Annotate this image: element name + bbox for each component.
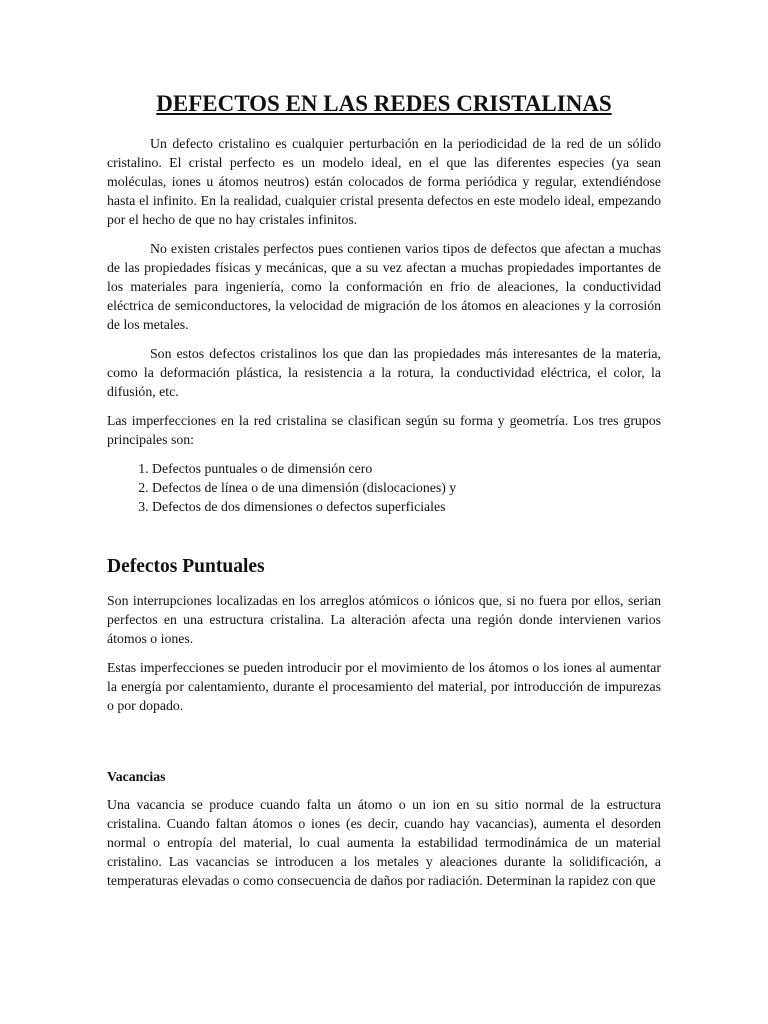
page-title: DEFECTOS EN LAS REDES CRISTALINAS	[156, 91, 612, 116]
list-item: 1. Defectos puntuales o de dimensión cero	[152, 459, 661, 478]
classification-paragraph: Las imperfecciones en la red cristalina se clasifican según su forma y geometría. Los tres grupos principales son:	[107, 412, 661, 447]
list-item: 2. Defectos de línea o de una dimensión (dislocaciones) y	[152, 478, 661, 497]
subsection-paragraph: Una vacancia se produce cuando falta un átomo o un ion en su sitio normal de la estructura cristalina. Cuando faltan átomos o iones (es decir, cuando hay vacancias), aumenta el desorden normal o entropía del material, lo cual aumenta la estabilidad termodinámica de un material cristalino. Las vacancias se introducen a los metales y aleaciones durante la solidificación, a temperaturas elevadas o como consecuencia de daños por radiación. Determinan la rapidez con que	[107, 796, 661, 888]
defect-groups-list	[107, 459, 661, 516]
subsection-heading: Vacancias	[107, 768, 166, 784]
intro-paragraph-3: Son estos defectos cristalinos los que dan las propiedades más interesantes de la materia, como la deformación plástica, la resistencia a la rotura, la conductividad eléctrica, el color, la difusión, etc.	[107, 345, 661, 399]
list-item: 3. Defectos de dos dimensiones o defectos superficiales	[152, 497, 661, 516]
intro-paragraph-2: No existen cristales perfectos pues contienen varios tipos de defectos que afectan a muchas de las propiedades físicas y mecánicas, que a su vez afectan a muchas propiedades importantes de los materiales para ingeniería, como la conformación en frio de aleaciones, la conductividad eléctrica de semiconductores, la velocidad de migración de los átomos en aleaciones y la corrosión de los metales.	[107, 240, 661, 332]
intro-paragraph-1: Un defecto cristalino es cualquier perturbación en la periodicidad de la red de un sólido cristalino. El cristal perfecto es un modelo ideal, en el que las diferentes especies (ya sean moléculas, iones u átomos neutros) están colocados de forma periódica y regular, extendiéndose hasta el infinito. En la realidad, cualquier cristal presenta defectos en este modelo ideal, empezando por el hecho de que no hay cristales infinitos.	[107, 135, 661, 227]
section-heading: Defectos Puntuales	[107, 555, 265, 577]
section-paragraph-1: Son interrupciones localizadas en los arreglos atómicos o iónicos que, si no fuera por ellos, serian perfectos en una estructura cristalina. La alteración afecta una región donde intervienen varios átomos o iones.	[107, 592, 661, 646]
section-paragraph-2: Estas imperfecciones se pueden introducir por el movimiento de los átomos o los iones al aumentar la energía por calentamiento, durante el procesamiento del material, por introducción de impurezas o por dopado.	[107, 659, 661, 713]
